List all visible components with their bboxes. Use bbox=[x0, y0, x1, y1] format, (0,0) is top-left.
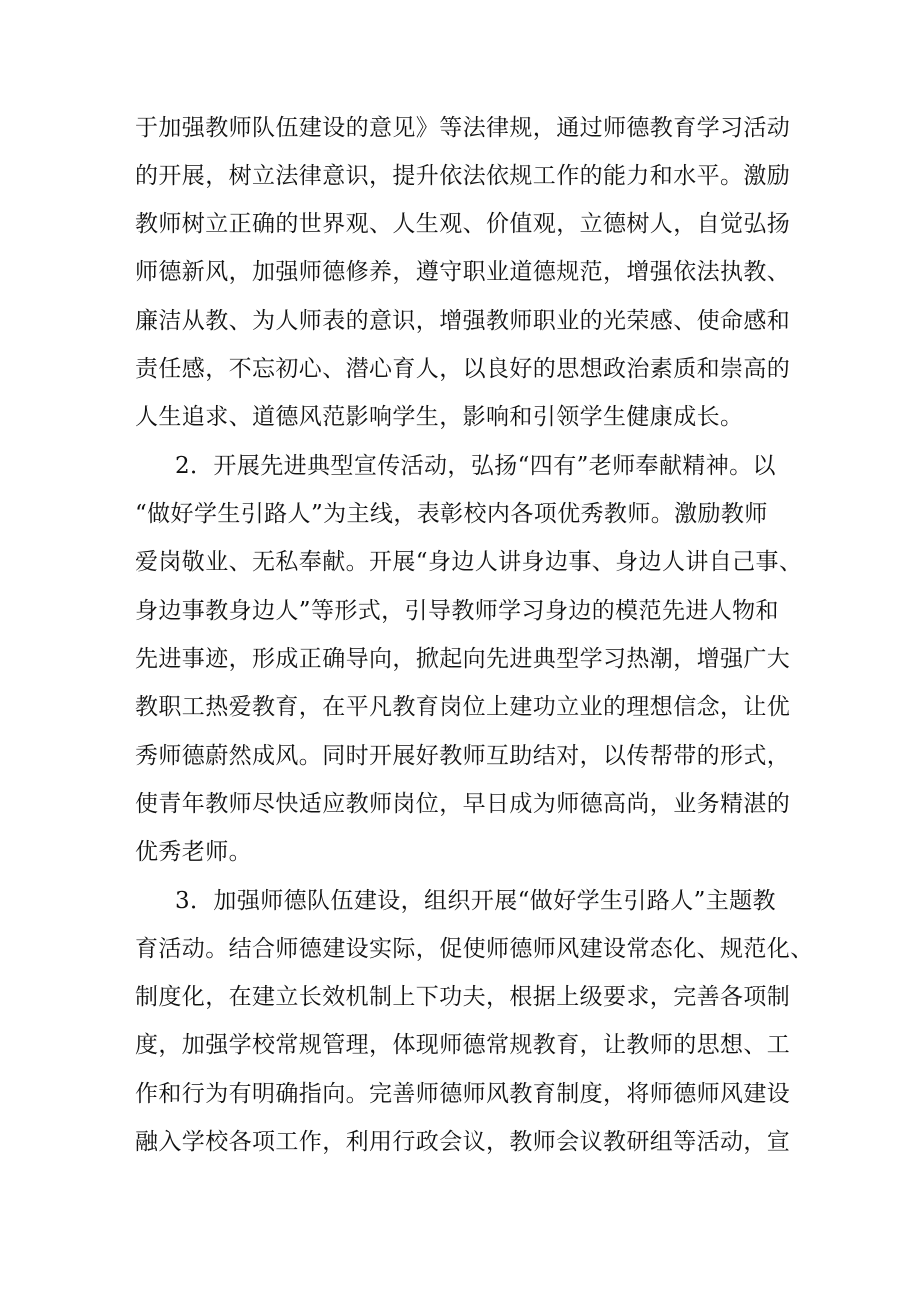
text-line: 人生追求、道德风范影响学生，影响和引领学生健康成长。 bbox=[135, 404, 744, 430]
text-line: 廉洁从教、为人师表的意识，增强教师职业的光荣感、使命感和 bbox=[135, 308, 791, 334]
text-line: 先进事迹，形成正确导向，掀起向先进典型学习热潮，增强广大 bbox=[135, 646, 791, 672]
text-line: “做好学生引路人”为主线，表彰校内各项优秀教师。激励教师 bbox=[135, 501, 768, 527]
text-line: 使青年教师尽快适应教师岗位，早日成为师德高尚，业务精湛的 bbox=[135, 791, 791, 817]
text-line: 师德新风，加强师德修养，遵守职业道德规范，增强依法执教、 bbox=[135, 259, 791, 285]
text-line: 教职工热爱教育，在平凡教育岗位上建功立业的理想信念，让优 bbox=[135, 694, 791, 720]
text-line: 度，加强学校常规管理，体现师德常规教育，让教师的思想、工 bbox=[135, 1032, 791, 1058]
text-line: 秀师德蔚然成风。同时开展好教师互助结对，以传帮带的形式， bbox=[135, 743, 791, 769]
text-line: 制度化，在建立长效机制上下功夫，根据上级要求，完善各项制 bbox=[135, 984, 791, 1010]
text-line: 教师树立正确的世界观、人生观、价值观，立德树人，自觉弘扬 bbox=[135, 211, 791, 237]
text-line: 育活动。结合师德建设实际，促使师德师风建设常态化、规范化、 bbox=[135, 936, 814, 962]
text-line: 的开展，树立法律意识，提升依法依规工作的能力和水平。激励 bbox=[135, 163, 791, 189]
text-line: 优秀老师。 bbox=[135, 839, 252, 865]
text-line: 作和行为有明确指向。完善师德师风教育制度，将师德师风建设 bbox=[135, 1081, 791, 1107]
text-line: 身边事教身边人”等形式，引导教师学习身边的模范先进人物和 bbox=[135, 598, 779, 624]
text-line: 融入学校各项工作，利用行政会议，教师会议教研组等活动，宣 bbox=[135, 1129, 791, 1155]
paragraph-2-first-line: 2．开展先进典型宣传活动，弘扬“四有”老师奉献精神。以 bbox=[175, 453, 776, 479]
paragraph-3-first-line: 3．加强师德队伍建设，组织开展“做好学生引路人”主题教 bbox=[175, 888, 776, 914]
text-line: 责任感，不忘初心、潜心育人，以良好的思想政治素质和崇高的 bbox=[135, 356, 791, 382]
text-line: 爱岗敬业、无私奉献。开展“身边人讲身边事、身边人讲自己事、 bbox=[135, 549, 803, 575]
text-line: 于加强教师队伍建设的意见》等法律规，通过师德教育学习活动 bbox=[135, 115, 791, 141]
